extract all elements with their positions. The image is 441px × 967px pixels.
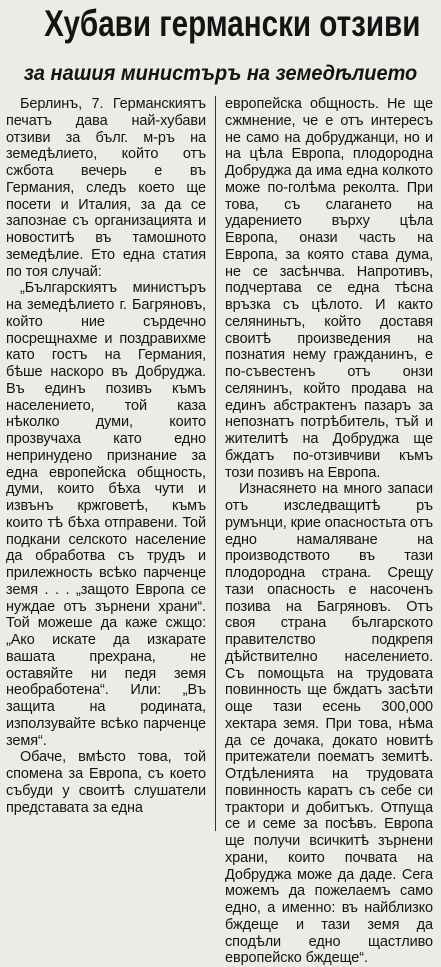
headline: Хубави германски отзиви <box>44 3 421 44</box>
right-paragraph-2: Изнасянето на много запаси отъ изследващитѣ ръ румънци, крие опасностьта отъ едно намаляване на производството въ тази плодородна страна. Срещу тази опасность е насоченъ позива на Багряновъ. Отъ своя страна българското правителство подкрепя дѣйствително населението. Съ помощьта на трудовата повинность ще бждатъ засѣти още тази есень 300,000 хектара земя. При това, нѣма да се дочака, докато новитѣ притежатели поематъ земитѣ. Отдѣленията на трудовата повинность каратъ съ себе си трактори и добитъкъ. Отпуща се и семе за посѣвъ. Европа ще получи всичкитѣ зърнени храни, които почвата на Добруджа може да даде. Сега можемъ да пожелаемъ само едно, а именно: въ найблизко бждеще и тази земя да сподѣли едно щастливо европейско бждеще“. <box>225 481 433 967</box>
right-paragraph-1: европейска общность. Не ще сжмнение, че е отъ интересъ не само на добруджанци, но и на цѣла Европа, плодородна Добруджа да има една колкото може по-голѣма реколта. При това, съ слагането на ударението върху цѣла Европа, онази часть на Европа, за която става дума, не се засѣнчва. Напротивъ, подчертава се една тѣсна връзка съ цѣлото. И както селяниньтъ, който доставя своитѣ произведения на познатия нему гражданинъ, е по-съвестенъ отъ онзи селянинъ, който продава на единъ абстрактенъ пазаръ за непознатъ потрѣбитель, тъй и жителитѣ на Добруджа ще бждатъ по-отзивчиви къмъ този позивъ на Европа. <box>225 96 433 481</box>
subheadline: за нашия министъръ на земедѣлието <box>23 62 418 85</box>
left-paragraph-3: Обаче, вмѣсто това, той спомена за Европа, съ което събуди у своитѣ слушатели представата за една <box>6 749 206 816</box>
column-divider <box>215 96 216 831</box>
left-column <box>6 96 206 816</box>
right-column <box>225 96 433 967</box>
left-paragraph-1: Берлинъ, 7. Германскиятъ печатъ дава най-хубави отзиви за бълг. м-ръ на земедѣлието, който отъ сжбота вечерь е въ Германия, следъ което ще посети и Италия, за да се запознае съ организацията и новоститѣ въ тамошното земедѣлие. Ето една статия по тоя случай: <box>6 96 206 280</box>
left-paragraph-2: „Българскиятъ министъръ на земедѣлието г. Багряновъ, който ние сърдечно посрещнахме и поздравихме като гостъ на Германия, бѣше наскоро въ Добруджа. Въ единъ позивъ къмъ населението, той каза нѣколко думи, които прозвучаха като едно непринудено признание за една европейска общность, думи, които бѣха чути и извънъ кржговетѣ, къмъ които тѣ бѣха отправени. Той подкани селското население да обработва съ трудъ и прилежность всѣко парченце земя . . . „защото Европа се нуждае отъ зърнени храни“. Той можеше да каже сжщо: „Ако искате да изкарате вашата прехрана, не оставяйте ни педя земя необработена“. Или: „Въ защита на родината, използувайте всѣко парченце земя“. <box>6 280 206 749</box>
